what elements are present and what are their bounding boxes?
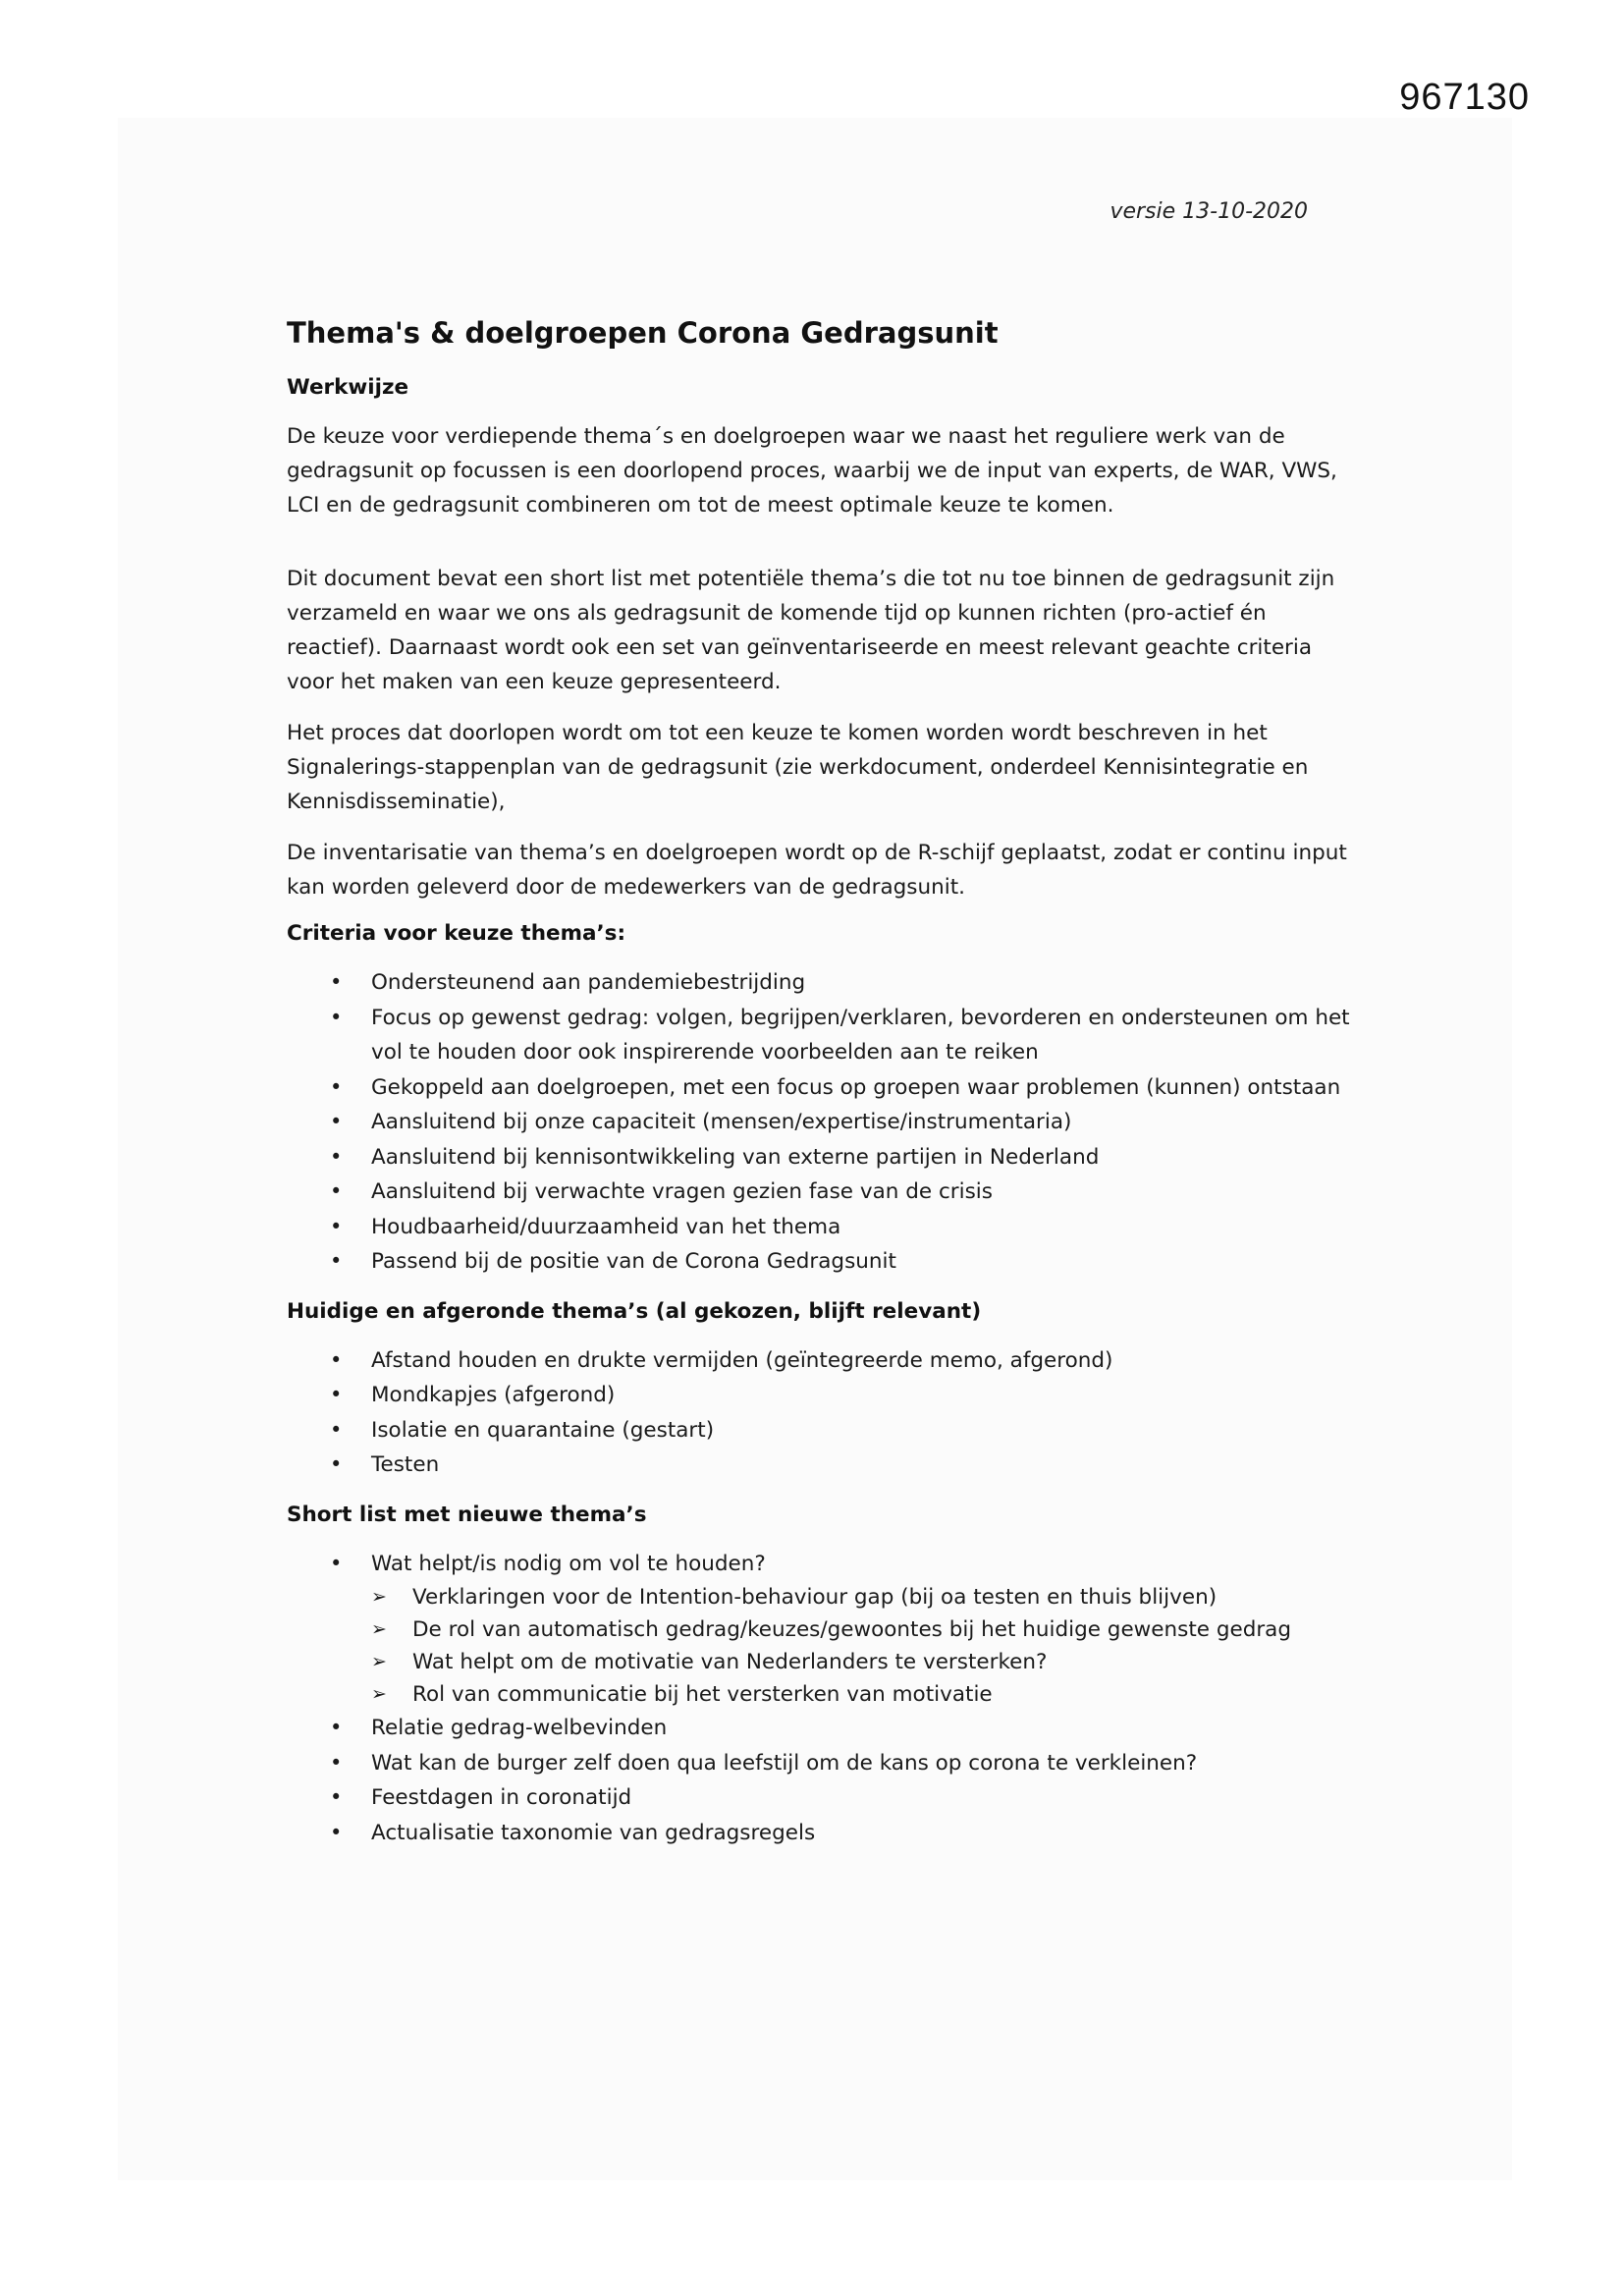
list-item — [287, 1547, 1357, 1712]
shortlist-list — [287, 1547, 1357, 1851]
document-body — [287, 316, 1357, 1870]
list-item — [287, 1816, 1357, 1851]
arrow-bullet-icon: ➢ — [371, 1586, 387, 1608]
sublist-item-text: Rol van communicatie bij het versterken van motivatie — [412, 1682, 993, 1707]
list-item — [287, 1001, 1357, 1070]
arrow-bullet-icon: ➢ — [371, 1618, 387, 1640]
list-item — [287, 1070, 1357, 1106]
list-item-text: Mondkapjes (afgerond) — [371, 1383, 616, 1407]
list-item-text: Ondersteunend aan pandemiebestrijding — [371, 970, 806, 995]
list-item — [287, 1244, 1357, 1280]
sublist-item-text: Verklaringen voor de Intention-behaviour gap (bij oa testen en thuis blijven) — [412, 1585, 1218, 1610]
bullet-icon: • — [330, 1383, 343, 1406]
list-item — [287, 1378, 1357, 1413]
bullet-icon: • — [330, 1179, 343, 1203]
list-item — [287, 1105, 1357, 1140]
bullet-icon: • — [330, 1452, 343, 1476]
bullet-icon: • — [330, 1750, 343, 1775]
bullet-icon: • — [330, 1716, 343, 1739]
list-item-text: Aansluitend bij verwachte vragen gezien fase van de crisis — [371, 1179, 993, 1204]
criteria-list — [287, 965, 1357, 1280]
paragraph: De inventarisatie van thema’s en doelgroepen wordt op de R-schijf geplaatst, zodat er continu input kan worden geleverd door de medewerkers van de gedragsunit. — [287, 841, 1347, 900]
section-heading-criteria: Criteria voor keuze thema’s: — [287, 921, 626, 946]
list-item-text: Aansluitend bij kennisontwikkeling van externe partijen in Nederland — [371, 1144, 1100, 1170]
list-item-text: Gekoppeld aan doelgroepen, met een focus op groepen waar problemen (kunnen) ontstaan — [371, 1074, 1341, 1100]
list-item-text: Focus op gewenst gedrag: volgen, begrijpen/verklaren, bevorderen en ondersteunen om het vol te houden door ook inspirerende voorbeelden aan te reiken — [371, 1005, 1350, 1065]
list-item — [287, 1746, 1357, 1781]
sublist-item-text: Wat helpt om de motivatie van Nederlanders te versterken? — [412, 1650, 1048, 1674]
list-item-text: Aansluitend bij onze capaciteit (mensen/expertise/instrumentaria) — [371, 1110, 1072, 1134]
bullet-icon: • — [330, 1144, 343, 1169]
list-item-text: Wat helpt/is nodig om vol te houden? — [371, 1551, 766, 1576]
list-item — [287, 1711, 1357, 1746]
list-item — [287, 1175, 1357, 1210]
sublist-item — [371, 1613, 1357, 1646]
list-item — [287, 1210, 1357, 1245]
paragraph: Dit document bevat een short list met potentiële thema’s die tot nu toe binnen de gedragsunit zijn verzameld en waar we ons als gedragsunit de komende tijd op kunnen richten (pro-actief én reactief). Daarnaast wordt ook een set van geïnventariseerde en meest relevant geachte criteria voor het maken van een keuze gepresenteerd. — [287, 567, 1335, 694]
list-item-text: Houdbaarheid/duurzaamheid van het thema — [371, 1214, 841, 1239]
current-themes-list — [287, 1343, 1357, 1483]
list-item-text: Relatie gedrag-welbevinden — [371, 1716, 668, 1740]
bullet-icon: • — [330, 1347, 343, 1372]
bullet-icon: • — [330, 1249, 343, 1273]
version-date: versie 13-10-2020 — [1110, 199, 1308, 224]
section-heading-werkwijze: Werkwijze — [287, 375, 409, 400]
sublist-item — [371, 1581, 1357, 1613]
bullet-icon: • — [330, 1551, 343, 1575]
list-item — [287, 1413, 1357, 1449]
list-item — [287, 1343, 1357, 1379]
bullet-icon: • — [330, 1214, 343, 1238]
paragraph: De keuze voor verdiepende thema´s en doelgroepen waar we naast het reguliere werk van de gedragsunit op focussen is een doorlopend proces, waarbij we de input van experts, de WAR, VWS, LCI en de gedragsunit combineren om tot de meest optimale keuze te komen. — [287, 424, 1337, 518]
list-item — [287, 1780, 1357, 1816]
list-item-text: Isolatie en quarantaine (gestart) — [371, 1417, 715, 1443]
paragraph: Het proces dat doorlopen wordt om tot een keuze te komen worden wordt beschreven in het Signalerings-stappenplan van de gedragsunit (zie werkdocument, onderdeel Kennisintegratie en Kennisdisseminatie), — [287, 721, 1309, 814]
bullet-icon: • — [330, 1820, 343, 1844]
document-title: Thema's & doelgroepen Corona Gedragsunit — [287, 316, 999, 350]
shortlist-sublist — [371, 1581, 1357, 1711]
list-item-text: Actualisatie taxonomie van gedragsregels — [371, 1820, 816, 1845]
list-item — [287, 1140, 1357, 1175]
list-item-text: Testen — [371, 1452, 440, 1477]
bullet-icon: • — [330, 1110, 343, 1133]
arrow-bullet-icon: ➢ — [371, 1683, 387, 1705]
sublist-item-text: De rol van automatisch gedrag/keuzes/gewoontes bij het huidige gewenste gedrag — [412, 1617, 1292, 1642]
document-id: 967130 — [1399, 77, 1530, 118]
list-item — [287, 1448, 1357, 1483]
list-item-text: Feestdagen in coronatijd — [371, 1785, 632, 1810]
bullet-icon: • — [330, 1417, 343, 1442]
bullet-icon: • — [330, 1785, 343, 1809]
sublist-item — [371, 1678, 1357, 1711]
list-item-text: Wat kan de burger zelf doen qua leefstijl om de kans op corona te verkleinen? — [371, 1750, 1198, 1776]
list-item-text: Afstand houden en drukte vermijden (geïntegreerde memo, afgerond) — [371, 1347, 1113, 1373]
section-heading-current-themes: Huidige en afgeronde thema’s (al gekozen, blijft relevant) — [287, 1298, 982, 1324]
bullet-icon: • — [330, 1074, 343, 1099]
bullet-icon: • — [330, 1005, 343, 1029]
bullet-icon: • — [330, 970, 343, 994]
arrow-bullet-icon: ➢ — [371, 1651, 387, 1672]
list-item — [287, 965, 1357, 1001]
sublist-item — [371, 1646, 1357, 1678]
section-heading-shortlist: Short list met nieuwe thema’s — [287, 1502, 647, 1527]
list-item-text: Passend bij de positie van de Corona Gedragsunit — [371, 1249, 896, 1274]
